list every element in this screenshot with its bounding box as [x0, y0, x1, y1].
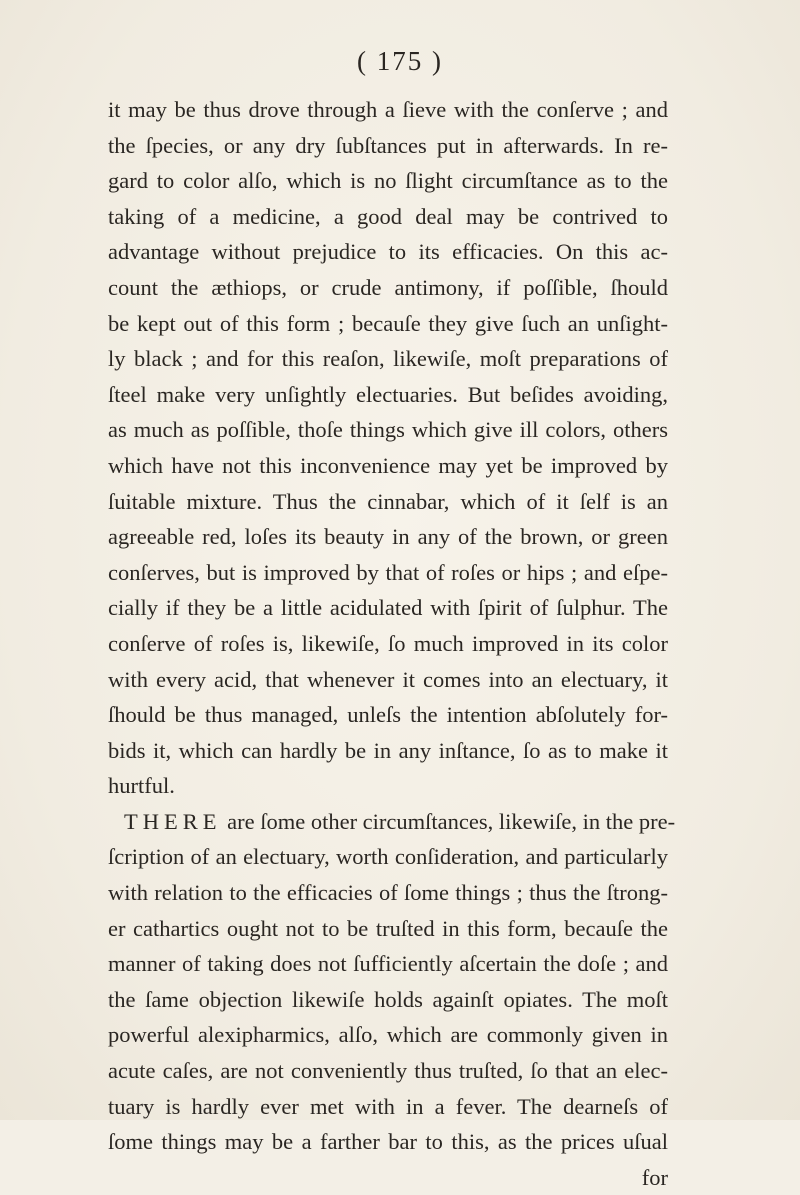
text-line: ſuitable mixture. Thus the cinnabar, which of it ſelf is an: [108, 488, 668, 514]
lead-word: THERE: [124, 808, 222, 834]
text-line: manner of taking does not ſufficiently aſcertain the doſe ; and: [108, 951, 668, 977]
text-line: the ſpecies, or any dry ſubſtances put in afterwards. In re-: [108, 132, 668, 158]
text-line: ly black ; and for this reaſon, likewiſe, moſt preparations of: [108, 346, 668, 372]
catchword: for: [641, 1164, 668, 1190]
text-line: it may be thus drove through a ſieve with the conſerve ; and: [108, 97, 668, 122]
text-line: bids it, which can hardly be in any inſtance, ſo as to make it: [108, 737, 668, 763]
text-line: conſerves, but is improved by that of roſes or hips ; and eſpe-: [108, 559, 668, 585]
text-line: with every acid, that whenever it comes into an electuary, it: [108, 666, 668, 692]
text-line: conſerve of roſes is, likewiſe, ſo much improved in its color: [108, 630, 668, 656]
text-line: as much as poſſible, thoſe things which give ill colors, others: [108, 417, 668, 443]
text-line: tuary is hardly ever met with in a fever. The dearneſs of: [108, 1093, 668, 1119]
text-line: cially if they be a little acidulated with ſpirit of ſulphur. The: [108, 595, 668, 621]
paragraph-first-line: [108, 804, 676, 840]
text-line: er cathartics ought not to be truſted in this form, becauſe the: [108, 915, 668, 941]
text-line: with relation to the efficacies of ſome things ; thus the ſtrong-: [108, 880, 668, 906]
text-line: gard to color alſo, which is no ſlight circumſtance as to the: [108, 168, 668, 194]
text-line: ſteel make very unſightly electuaries. But beſides avoiding,: [108, 381, 668, 407]
text-line: powerful alexipharmics, alſo, which are commonly given in: [108, 1022, 668, 1048]
page-number: ( 175 ): [357, 46, 443, 76]
text-line-rest: are ſome other circumſtances, likewiſe, in the pre-: [227, 808, 676, 834]
text-line: count the æthiops, or crude antimony, if poſſible, ſhould: [108, 274, 668, 300]
text-line: taking of a medicine, a good deal may be contrived to: [108, 203, 668, 229]
text-line: ſcription of an electuary, worth conſideration, and particularly: [108, 844, 668, 870]
text-line: ſome things may be a farther bar to this, as the prices uſual: [108, 1129, 668, 1155]
text-line: which have not this inconvenience may yet be improved by: [108, 452, 668, 478]
text-line: hurtful.: [108, 773, 175, 799]
text-line: the ſame objection likewiſe holds againſt opiates. The moſt: [108, 986, 668, 1012]
text-line: ſhould be thus managed, unleſs the intention abſolutely for-: [108, 702, 668, 728]
text-line: agreeable red, loſes its beauty in any of the brown, or green: [108, 524, 668, 550]
text-line: advantage without prejudice to its efficacies. On this ac-: [108, 239, 668, 265]
text-line: be kept out of this form ; becauſe they give ſuch an unſight-: [108, 310, 668, 336]
body-text: [108, 92, 676, 1195]
text-line: acute caſes, are not conveniently thus truſted, ſo that an elec-: [108, 1058, 668, 1084]
